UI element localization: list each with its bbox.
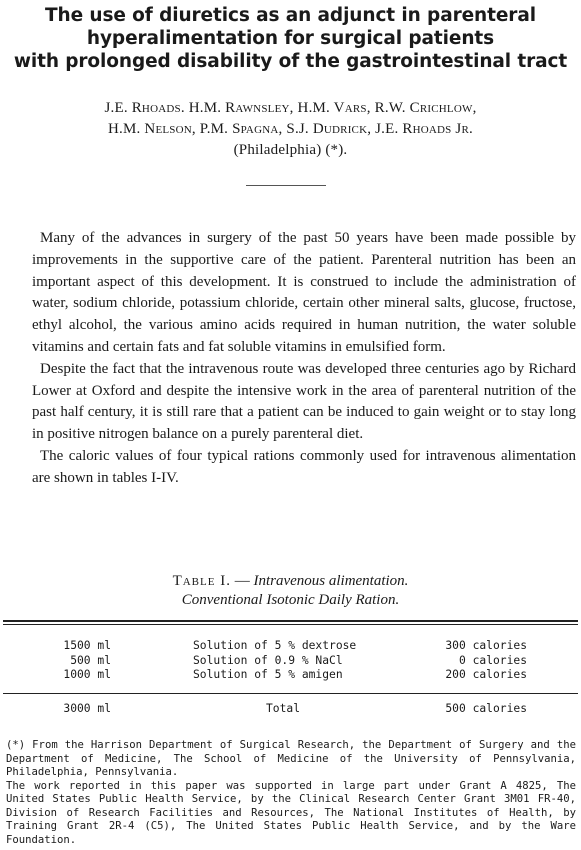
table-row <box>3 654 578 669</box>
paragraph-1: Many of the advances in surgery of the past 50 years have been made possible by improvements in the supportive care of the patient. Parenteral nutrition has been an important aspect of this development. It is construed to include the administration of water, sodium chloride, potassium chloride, certain other mineral salts, glucose, fructose, ethyl alcohol, the various amino acids required in human nutrition, the water soluble vitamins and certain fats and fat soluble vitamins in emulsified form. <box>32 230 576 355</box>
table-row <box>3 639 578 654</box>
footnotes <box>6 739 576 847</box>
table-total-row <box>3 702 578 717</box>
footnote-affiliation: (*) From the Harrison Department of Surgical Research, the Department of Surgery and the Department of Medicine, The School of Medicine of the University of Pennsylvania, Philadelphia, Pennsylvania. <box>6 739 576 778</box>
volume-cell: 1500 ml <box>63 639 111 652</box>
solution-cell: Solution of 5 % dextrose <box>193 639 357 652</box>
ration-table <box>3 620 578 724</box>
volume-cell: 1000 ml <box>63 668 111 681</box>
author-block <box>10 98 571 161</box>
calories-cell: 200 calories <box>445 668 527 681</box>
title-line-3: with prolonged disability of the gastrointestinal tract <box>13 51 568 72</box>
calories-cell: 300 calories <box>445 639 527 652</box>
footnote-funding: The work reported in this paper was supported in large part under Grant A 4825, The United States Public Health Service, by the Clinical Research Center Grant 3M01 FR-40, Division of Research Facilities and Resources, The National Institutes of Health, by Training Grant 2R-4 (C5), The United States Public Health Service, and by the Ware Foundation. <box>6 779 576 846</box>
total-calories-cell: 500 calories <box>445 701 527 715</box>
table-caption-line-2: Conventional Isotonic Daily Ration. <box>181 592 400 608</box>
table-row <box>3 668 578 683</box>
paragraph-2: Despite the fact that the intravenous route was developed three centuries ago by Richard Lower at Oxford and despite the intensive work in the area of parenteral nutrition of the past half century, it is still rare that a patient can be induced to gain weight or to stay long in positive nitrogen balance on a purely parenteral diet. <box>32 360 576 443</box>
solution-cell: Solution of 5 % amigen <box>193 668 343 681</box>
total-volume-cell: 3000 ml <box>63 701 111 715</box>
title-separator <box>246 185 326 186</box>
authors-line-2: H.M. Nelson, P.M. Spagna, S.J. Dudrick, J.E. Rhoads Jr. <box>108 121 473 137</box>
paragraph-3: The caloric values of four typical rations commonly used for intravenous alimentation are shown in tables I-IV. <box>32 447 576 486</box>
table-caption-line-1: Intravenous alimentation. <box>253 573 409 589</box>
table-top-rule <box>3 620 578 622</box>
calories-cell: 0 calories <box>458 653 527 667</box>
title-line-2: hyperalimentation for surgical patients <box>86 28 495 49</box>
title-line-1: The use of diuretics as an adjunct in parenteral <box>45 5 536 26</box>
authors-line-1: J.E. Rhoads. H.M. Rawnsley, H.M. Vars, R.W. Crichlow, <box>104 100 477 116</box>
table-caption-dash: — <box>234 573 250 589</box>
volume-cell: 500 ml <box>70 653 111 667</box>
affiliation: (Philadelphia) (*). <box>233 142 348 158</box>
paper-title <box>10 4 571 73</box>
solution-cell: Solution of 0.9 % NaCl <box>193 653 343 667</box>
table-label: Table I. <box>172 573 231 589</box>
table-caption <box>10 572 571 610</box>
body-text <box>32 228 576 490</box>
total-label-cell: Total <box>265 701 300 715</box>
